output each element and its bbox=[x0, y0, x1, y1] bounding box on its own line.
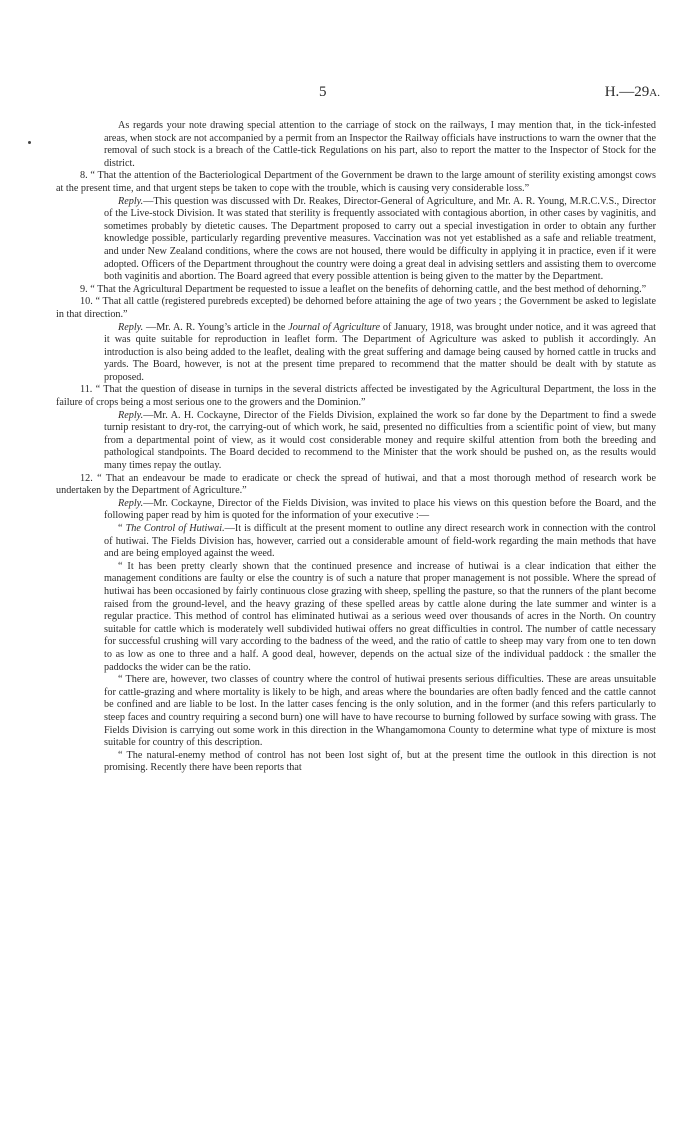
question-8: 8. “ That the attention of the Bacteriological Department of the Government be drawn to the large amount of sterility existing amongst cows at the present time, and that urgent steps be taken to cope with the trouble, which is causing very considerable loss.” bbox=[56, 170, 656, 194]
page-number: 5 bbox=[319, 84, 327, 100]
document-reference bbox=[605, 86, 660, 100]
quote-paragraph-3: “ There are, however, two classes of country where the control of hutiwai presents serious difficulties. These are areas unsuitable for cattle-grazing and where mortality is likely to be high, and areas where the boundaries are often badly fenced and the cattle cannot be confined and are liable to be lost. In the latter cases fencing is the only solution, and in the former (and this refers particularly to steep faces and country requiring a second burn) one will have to have recourse to burning followed by surface sowing with grass. The Fields Division is carrying out some work in this direction in the Whangamomona County to determine what type of mixture is most suitable for country of this description. bbox=[104, 674, 656, 749]
page-header bbox=[0, 86, 700, 106]
quote-text: —It is difficult at the present moment to outline any direct research work in connection with the control of hutiwai. The Fields Division has, however, carried out a considerable amount of field-work regarding the main methods that have and are being employed against the weed. bbox=[104, 523, 656, 560]
quote-control-of-hutiwai bbox=[56, 523, 656, 561]
quote-paragraph-2: “ It has been pretty clearly shown that the continued presence and increase of hutiwai is a clear indication that either the management conditions are faulty or else the country is of such a nature that proper management is not possible. Where the spread of hutiwai has been occasioned by fairly continuous close grazing with sheep, spelling the pasture, so that the runners of the plant become raised from the ground-level, and the heavy grazing of these spelled areas by cattle alone during the late summer and winter is a regular practice. This method of control has eliminated hutiwai as a serious weed over thousands of acres in the North. On country suitable for cattle which is moderately well subdivided hutiwai offers no great difficulties in control. The number of cattle necessary for successful crushing will vary according to the badness of the weed, and the ratio of cattle to sheep may vary from one to ten down to as low as one to three and a half. A good deal, however, depends on the actual size of the individual paddock : the smaller the paddocks the wider can be the ratio. bbox=[104, 560, 656, 673]
doc-ref-main: H.—29 bbox=[604, 84, 650, 100]
quote-open: “ bbox=[118, 523, 126, 534]
reply-text-pre: —Mr. A. R. Young’s article in the bbox=[143, 321, 289, 333]
reply-text-post: of January, 1918, was brought under notice, and it was agreed that it was quite suitable for reproduction in leaflet form. The Department of Agriculture was asked to publish it accordingly. An introduction is also being added to the leaflet, dealing with the great suffering and damage being caused by horned cattle in trucks and yards. The Board, however, is not at the present time prepared to recommend that the matter should be dealt with by statute as proposed. bbox=[104, 321, 656, 383]
reply-text: —Mr. A. H. Cockayne, Director of the Fields Division, explained the work so far done by the Department to find a swede turnip resistant to dry-rot, the carrying-out of which work, he said, presented no difficulties from a scientific point of view, but many from a departmental point of view, as it would cost considerable money and require skilful attention from both the breeding and pathological standpoints. The Board decided to recommend to the Minister that the work should be pushed on, as the results would many times repay the outlay. bbox=[104, 409, 656, 472]
reply-12 bbox=[56, 498, 656, 523]
reply-label: Reply. bbox=[118, 195, 144, 207]
paragraph-stock-carriage: As regards your note drawing special attention to the carriage of stock on the railways, I may mention that, in the tick-infested areas, when stock are not accompanied by a permit from an Inspector the Railway officials have instructions to warn the owner that the removal of such stock is a breach of the Cattle-tick Regulations on his part, also to report the matter to the Inspector of Stock for the district. bbox=[104, 120, 656, 169]
reply-8 bbox=[56, 196, 656, 284]
doc-ref-suffix: A. bbox=[649, 87, 660, 99]
margin-mark bbox=[28, 141, 31, 144]
reply-label: Reply. bbox=[118, 497, 144, 509]
body-text bbox=[56, 120, 656, 775]
reply-text: —This question was discussed with Dr. Reakes, Director-General of Agriculture, and Mr. A. R. Young, M.R.C.V.S., Director of the Live-stock Division. It was stated that sterility is frequently associated with contagious abortion, in other cases by vaginitis, and sometimes probably by dietetic causes. The Department proposed to carry out a special investigation in order to obtain any further knowledge possible, particularly regarding preventive measures. Vaccination was not yet established as a safe and reliable treatment, and under New Zealand conditions, where the cows are not housed, there would be difficulty in applying it in practice, even if it were adopted. Officers of the Department throughout the country were doing a great deal in advising settlers and assisting them to overcome both vaginitis and abortion. The Board agreed that every possible attention is being given to the matter by the Department. bbox=[104, 195, 656, 283]
quote-paragraph-4: “ The natural-enemy method of control has not been lost sight of, but at the present time the outlook in this direction is not promising. Recently there have been reports that bbox=[104, 749, 656, 774]
question-10: 10. “ That all cattle (registered purebreds excepted) be dehorned before attaining the age of two years ; the Government be asked to legislate in that direction.” bbox=[56, 296, 656, 320]
quote-title: The Control of Hutiwai. bbox=[125, 523, 225, 534]
reply-10 bbox=[56, 322, 656, 385]
question-11: 11. “ That the question of disease in turnips in the several districts affected be investigated by the Agricultural Department, the loss in the failure of crops being a most serious one to the growers and the Dominion.” bbox=[56, 384, 656, 409]
reply-11 bbox=[56, 410, 656, 473]
journal-title: Journal of Agriculture bbox=[288, 321, 380, 333]
question-9: 9. “ That the Agricultural Department be requested to issue a leaflet on the benefits of dehorning cattle, and the best method of dehorning.” bbox=[80, 283, 647, 295]
reply-label: Reply. bbox=[118, 321, 144, 333]
reply-label: Reply. bbox=[118, 409, 144, 421]
reply-text: —Mr. Cockayne, Director of the Fields Division, was invited to place his views on this question before the Board, and the following paper read by him is quoted for the information of your executive :— bbox=[104, 497, 656, 522]
question-12: 12. “ That an endeavour be made to eradicate or check the spread of hutiwai, and that a most thorough method of research work be undertaken by the Department of Agriculture.” bbox=[56, 472, 656, 497]
